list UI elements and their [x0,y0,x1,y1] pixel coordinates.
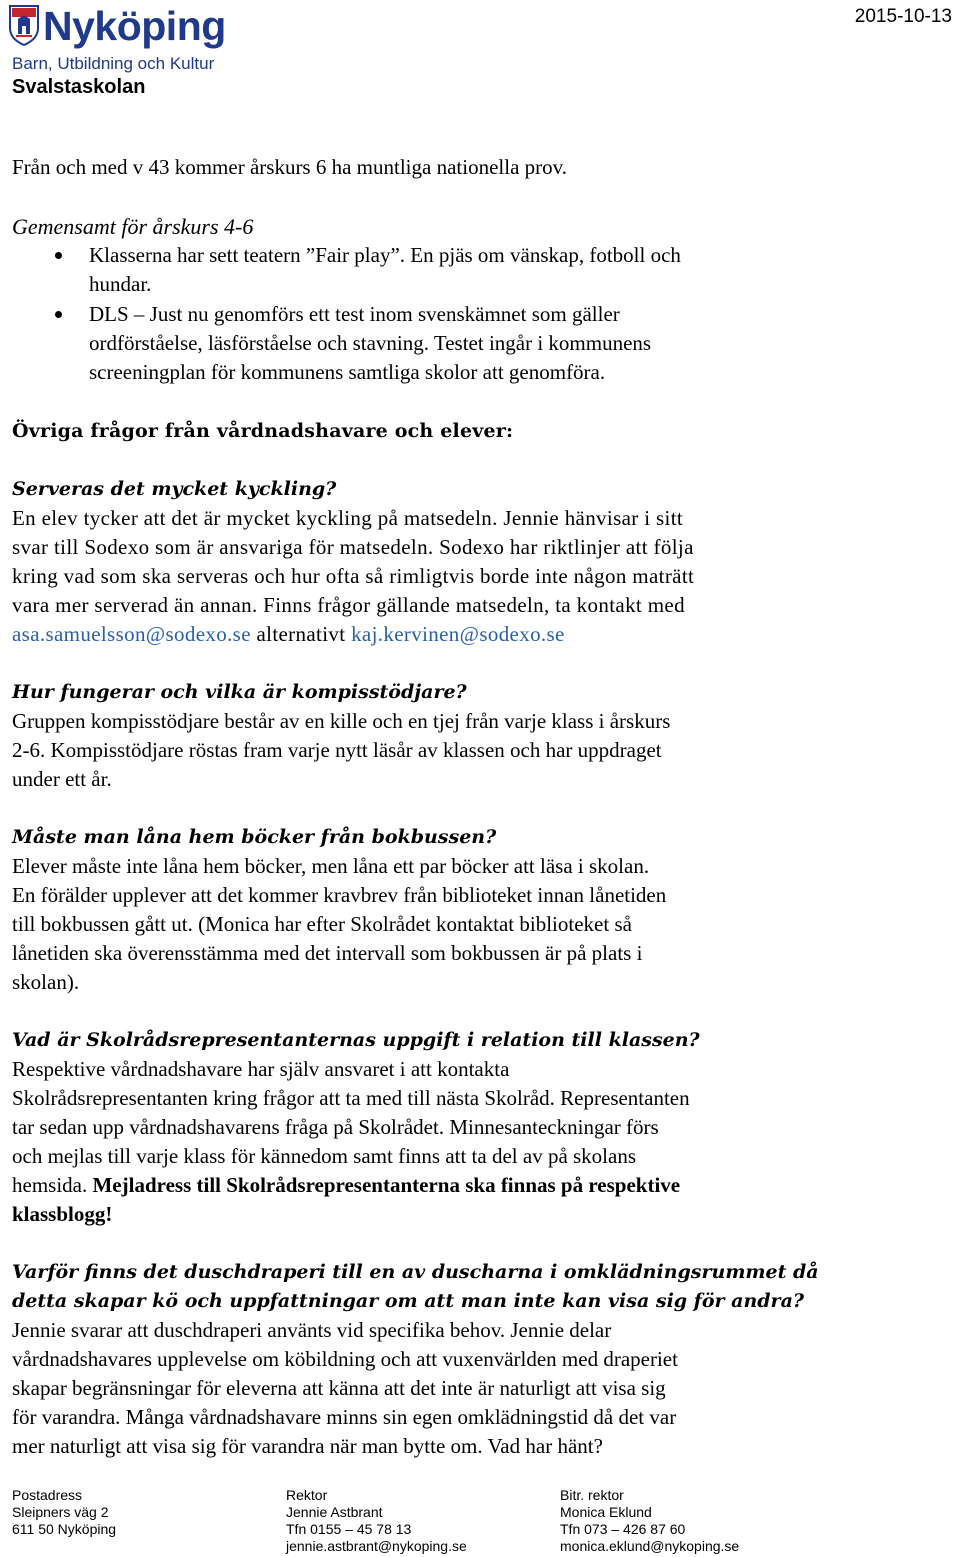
bullet-icon [55,252,62,259]
answer-council-line-5 [12,1171,680,1200]
answer-bookbus-line-2: En förälder upplever att det kommer kravbrev från biblioteket innan lånetiden [12,883,667,907]
footer-principal-phone: Tfn 0155 – 45 78 13 [286,1521,412,1537]
answer-shower-line-1: Jennie svarar att duschdraperi använts vid specifika behov. Jennie delar [12,1318,612,1342]
bullet-2-line-3: screeningplan för kommunens samtliga skolor att genomföra. [89,360,606,384]
coat-of-arms-icon [8,4,40,46]
question-chicken: Serveras det mycket kyckling? [12,478,337,500]
answer-bookbus-line-4: lånetiden ska överensstämma med det intervall som bokbussen är på plats i [12,941,643,965]
answer-chicken-line-2: svar till Sodexo som är ansvariga för matsedeln. Sodexo har riktlinjer att följa [12,535,694,559]
bullet-1-line-2: hundar. [89,272,152,296]
answer-shower-line-5: mer naturligt att visa sig för varandra när man bytte om. Vad har hänt? [12,1434,603,1458]
answer-buddy-line-2: 2-6. Kompisstödjare röstas fram varje nytt läsår av klassen och har uppdraget [12,738,662,762]
email-link-sodexo-kaj[interactable]: kaj.kervinen@sodexo.se [351,622,565,646]
email-separator-text: alternativt [250,622,352,646]
footer-address-city: 611 50 Nyköping [12,1521,117,1537]
bullet-icon [55,311,62,318]
footer-principal-label: Rektor [286,1487,328,1503]
answer-chicken-line-4: vara mer serverad än annan. Finns frågor gällande matsedeln, ta kontakt med [12,593,685,617]
answer-council-line-1: Respektive vårdnadshavare har själv ansvaret i att kontakta [12,1057,510,1081]
footer-principal-name: Jennie Astbrant [286,1504,383,1520]
answer-council-line-2: Skolrådsrepresentanten kring frågor att ta med till nästa Skolråd. Representanten [12,1086,690,1110]
section-heading-common: Gemensamt för årskurs 4-6 [12,214,254,239]
intro-text: Från och med v 43 kommer årskurs 6 ha muntliga nationella prov. [12,155,568,179]
footer-deputy-email[interactable]: monica.eklund@nykoping.se [560,1538,740,1554]
section-heading-other-questions: Övriga frågor från vårdnadshavare och elever: [12,420,514,442]
answer-bookbus-line-3: till bokbussen gått ut. (Monica har efter Skolrådet kontaktat biblioteket så [12,912,632,936]
question-shower-curtain-line-2: detta skapar kö och uppfattningar om att man inte kan visa sig för andra? [12,1290,805,1312]
footer-deputy-label: Bitr. rektor [560,1487,624,1503]
footer-deputy-name: Monica Eklund [560,1504,652,1520]
department-name: Barn, Utbildning och Kultur [12,54,215,73]
answer-council-line-6: klassblogg! [12,1202,113,1226]
question-shower-curtain-line-1: Varför finns det duschdraperi till en av duscharna i omklädningsrummet då [12,1261,819,1283]
answer-council-line-3: tar sedan upp vårdnadshavarens fråga på Skolrådet. Minnesanteckningar förs [12,1115,659,1139]
footer-principal-email[interactable]: jennie.astbrant@nykoping.se [286,1538,467,1554]
answer-buddy-line-3: under ett år. [12,767,112,791]
municipality-logo-text: Nyköping [43,3,226,49]
answer-buddy-line-1: Gruppen kompisstödjare består av en kille och en tjej från varje klass i årskurs [12,709,671,733]
document-date: 2015-10-13 [854,6,952,27]
answer-bookbus-line-1: Elever måste inte låna hem böcker, men låna ett par böcker att läsa i skolan. [12,854,650,878]
answer-shower-line-3: skapar begränsningar för eleverna att känna att det inte är naturligt att visa sig [12,1376,666,1400]
bullet-2-line-2: ordförståelse, läsförståelse och stavning. Testet ingår i kommunens [89,331,652,355]
question-bookbus: Måste man låna hem böcker från bokbussen? [12,826,497,848]
bullet-1-line-1: Klasserna har sett teatern ”Fair play”. En pjäs om vänskap, fotboll och [89,243,681,267]
email-link-sodexo-asa[interactable]: asa.samuelsson@sodexo.se [12,622,251,646]
footer-deputy-phone: Tfn 073 – 426 87 60 [560,1521,686,1537]
answer-council-bold-text: Mejladress till Skolrådsrepresentanterna ska finnas på respektive [92,1173,681,1197]
answer-chicken-line-1: En elev tycker att det är mycket kyckling på matsedeln. Jennie hänvisar i sitt [12,506,684,530]
question-buddy-supporters: Hur fungerar och vilka är kompisstödjare? [12,681,467,703]
answer-shower-line-4: för varandra. Många vårdnadshavare minns sin egen omklädningstid då det var [12,1405,677,1429]
footer-address-label: Postadress [12,1487,83,1503]
answer-council-plain-text: hemsida. [12,1173,93,1197]
question-council-representatives: Vad är Skolrådsrepresentanternas uppgift i relation till klassen? [12,1029,700,1051]
answer-council-line-4: och mejlas till varje klass för kännedom samt finns att ta del av på skolans [12,1144,637,1168]
answer-shower-line-2: vårdnadshavares upplevelse om köbildning och att vuxenvärlden med draperiet [12,1347,678,1371]
school-name: Svalstaskolan [12,76,146,98]
footer-address-street: Sleipners väg 2 [12,1504,109,1520]
answer-bookbus-line-5: skolan). [12,970,80,994]
bullet-2-line-1: DLS – Just nu genomförs ett test inom svenskämnet som gäller [89,302,620,326]
answer-chicken-line-3: kring vad som ska serveras och hur ofta så rimligtvis borde inte någon maträtt [12,564,695,588]
answer-chicken-line-5 [12,620,565,649]
